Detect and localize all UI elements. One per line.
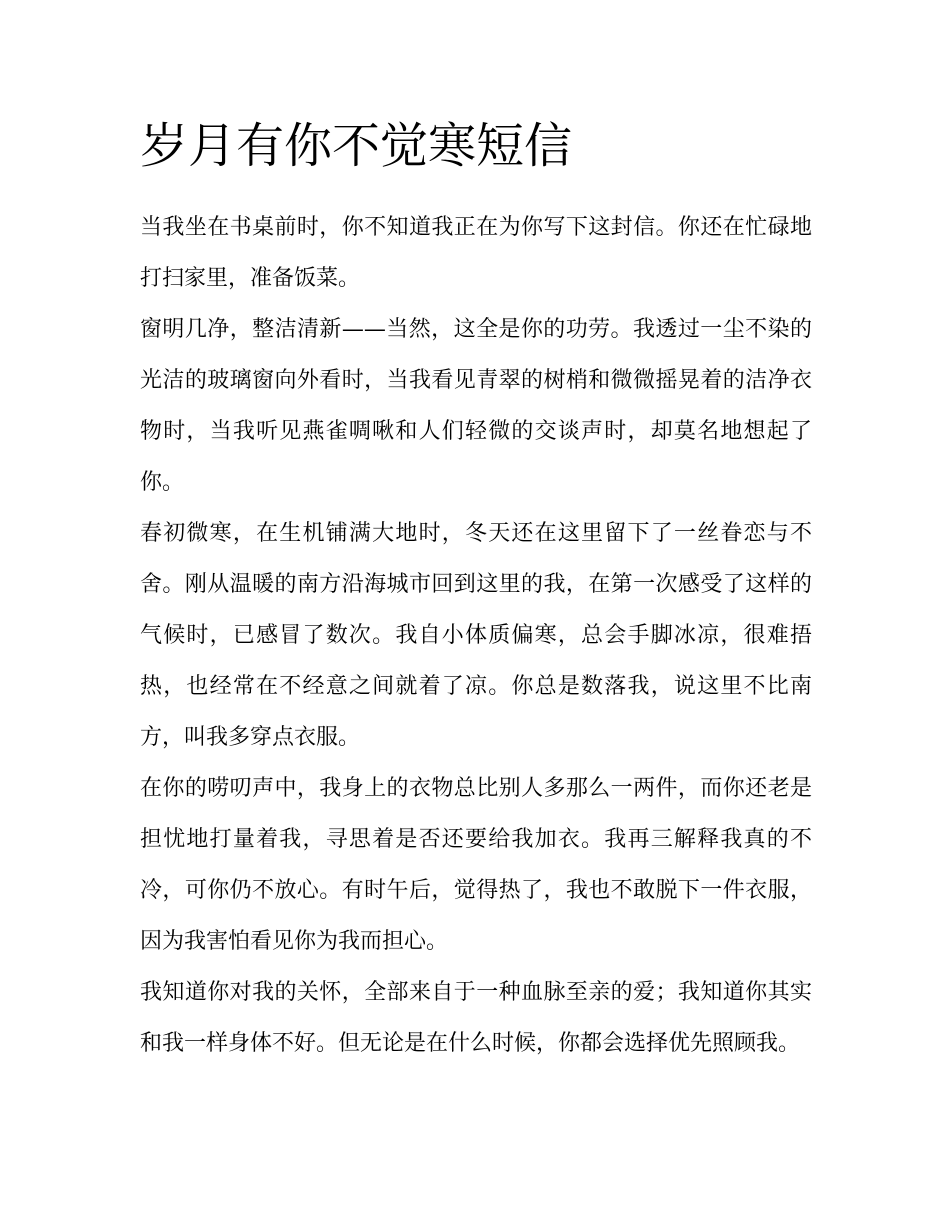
paragraph-5: 我知道你对我的关怀，全部来自于一种血脉至亲的爱；我知道你其实和我一样身体不好。但无论是在什么时候，你都会选择优先照顾我。 [140, 980, 812, 1056]
paragraph-2: 窗明几净，整洁清新——当然，这全是你的功劳。我透过一尘不染的光洁的玻璃窗向外看时，当我看见青翠的树梢和微微摇晃着的洁净衣物时，当我听见燕雀啁啾和人们轻微的交谈声时，却莫名地想起了你。 [140, 317, 812, 495]
paragraph-1: 当我坐在书桌前时，你不知道我正在为你写下这封信。你还在忙碌地打扫家里，准备饭菜。 [140, 215, 812, 291]
document-title: 岁月有你不觉寒短信 [140, 118, 573, 174]
paragraph-3: 春初微寒，在生机铺满大地时，冬天还在这里留下了一丝眷恋与不舍。刚从温暖的南方沿海城市回到这里的我，在第一次感受了这样的气候时，已感冒了数次。我自小体质偏寒，总会手脚冰凉，很难捂热，也经常在不经意之间就着了凉。你总是数落我，说这里不比南方，叫我多穿点衣服。 [140, 521, 812, 750]
document-page [140, 112, 812, 1069]
document-body [140, 202, 812, 1069]
paragraph-4: 在你的唠叨声中，我身上的衣物总比别人多那么一两件，而你还老是担忧地打量着我，寻思着是否还要给我加衣。我再三解释我真的不冷，可你仍不放心。有时午后，觉得热了，我也不敢脱下一件衣服，因为我害怕看见你为我而担心。 [140, 776, 812, 954]
